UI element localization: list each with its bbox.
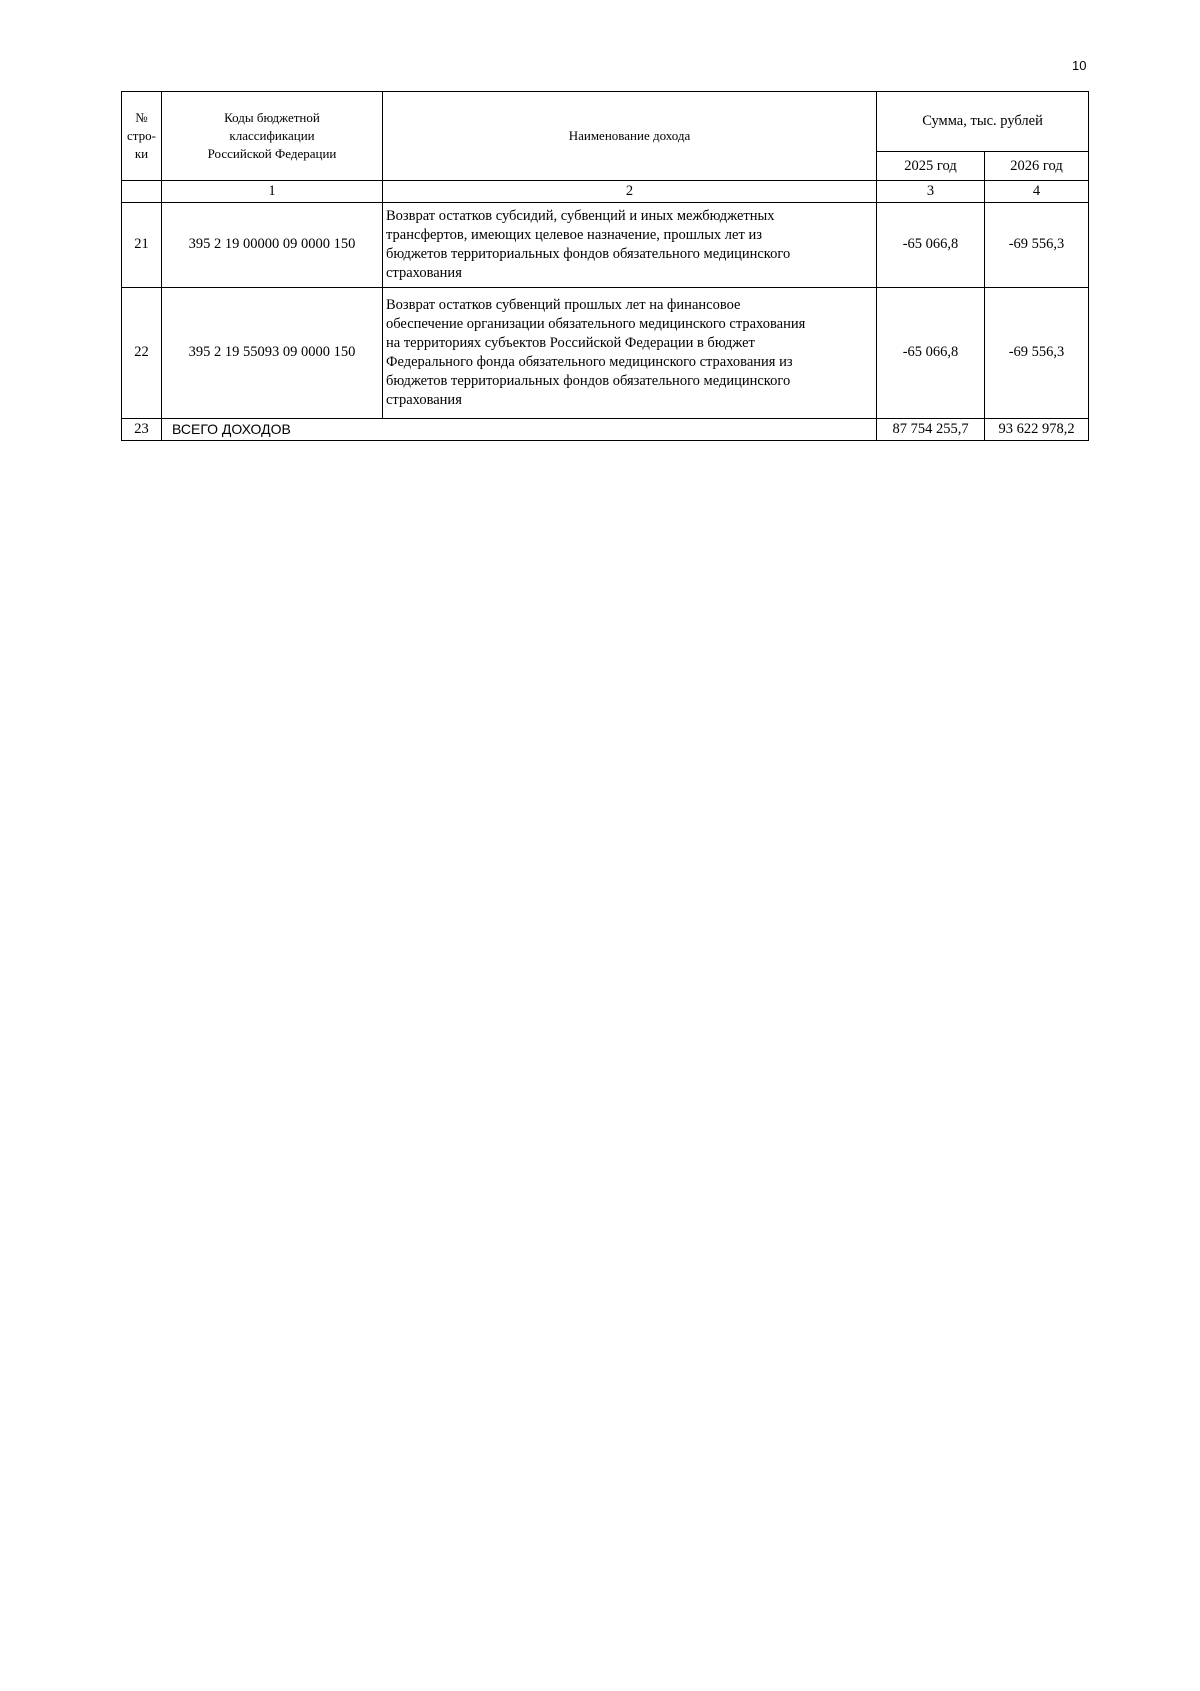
amount-2025: -65 066,8	[877, 287, 985, 418]
header-codes-line: Российской Федерации	[207, 146, 337, 162]
budget-code: 395 2 19 55093 09 0000 150	[162, 287, 383, 418]
revenue-name-line: страхования	[386, 391, 462, 408]
row-number: 22	[122, 287, 162, 418]
revenue-name-line: бюджетов территориальных фондов обязательного медицинского	[386, 372, 791, 389]
column-number: 4	[985, 181, 1089, 203]
column-number-row	[122, 181, 1089, 203]
column-number: 1	[162, 181, 383, 203]
amount-2026: -69 556,3	[985, 287, 1089, 418]
table-row	[122, 202, 1089, 287]
row-number: 23	[122, 418, 162, 440]
revenue-name-line: страхования	[386, 264, 462, 281]
amount-2025: -65 066,8	[877, 202, 985, 287]
revenue-name-line: Федерального фонда обязательного медицинского страхования из	[386, 353, 793, 370]
table-row	[122, 287, 1089, 418]
header-year-2026: 2026 год	[985, 152, 1089, 181]
column-number: 2	[383, 181, 877, 203]
revenue-name-line: на территориях субъектов Российской Федерации в бюджет	[386, 335, 755, 351]
column-number	[122, 181, 162, 203]
revenue-name-line: Возврат остатков субвенций прошлых лет на финансовое	[386, 297, 741, 314]
revenue-table	[121, 91, 1089, 441]
header-codes-line: Коды бюджетной	[224, 109, 320, 125]
header-codes-line: классификации	[229, 127, 315, 143]
page-number: 10	[1072, 58, 1087, 73]
total-row	[122, 418, 1089, 440]
budget-code: 395 2 19 00000 09 0000 150	[162, 202, 383, 287]
header-sum: Сумма, тыс. рублей	[877, 92, 1089, 152]
header-row-number-line: стро-	[127, 127, 156, 143]
total-label: ВСЕГО ДОХОДОВ	[162, 418, 877, 440]
header-row-number-line: ки	[134, 146, 149, 162]
revenue-name	[383, 287, 877, 418]
revenue-name-line: трансфертов, имеющих целевое назначение, прошлых лет из	[386, 227, 762, 243]
revenue-name-line: Возврат остатков субсидий, субвенций и иных межбюджетных	[386, 208, 775, 225]
table-header-row	[122, 92, 1089, 152]
column-number: 3	[877, 181, 985, 203]
header-revenue-name: Наименование дохода	[383, 92, 877, 181]
header-year-2025: 2025 год	[877, 152, 985, 181]
total-2025: 87 754 255,7	[877, 418, 985, 440]
row-number: 21	[122, 202, 162, 287]
revenue-name-line: обеспечение организации обязательного медицинского страхования	[386, 316, 806, 333]
header-row-number-line: №	[135, 109, 148, 125]
revenue-name-line: бюджетов территориальных фондов обязательного медицинского	[386, 245, 791, 262]
revenue-name	[383, 202, 877, 287]
total-2026: 93 622 978,2	[985, 418, 1089, 440]
amount-2026: -69 556,3	[985, 202, 1089, 287]
header-row-number	[122, 92, 162, 181]
header-budget-codes	[162, 92, 383, 181]
